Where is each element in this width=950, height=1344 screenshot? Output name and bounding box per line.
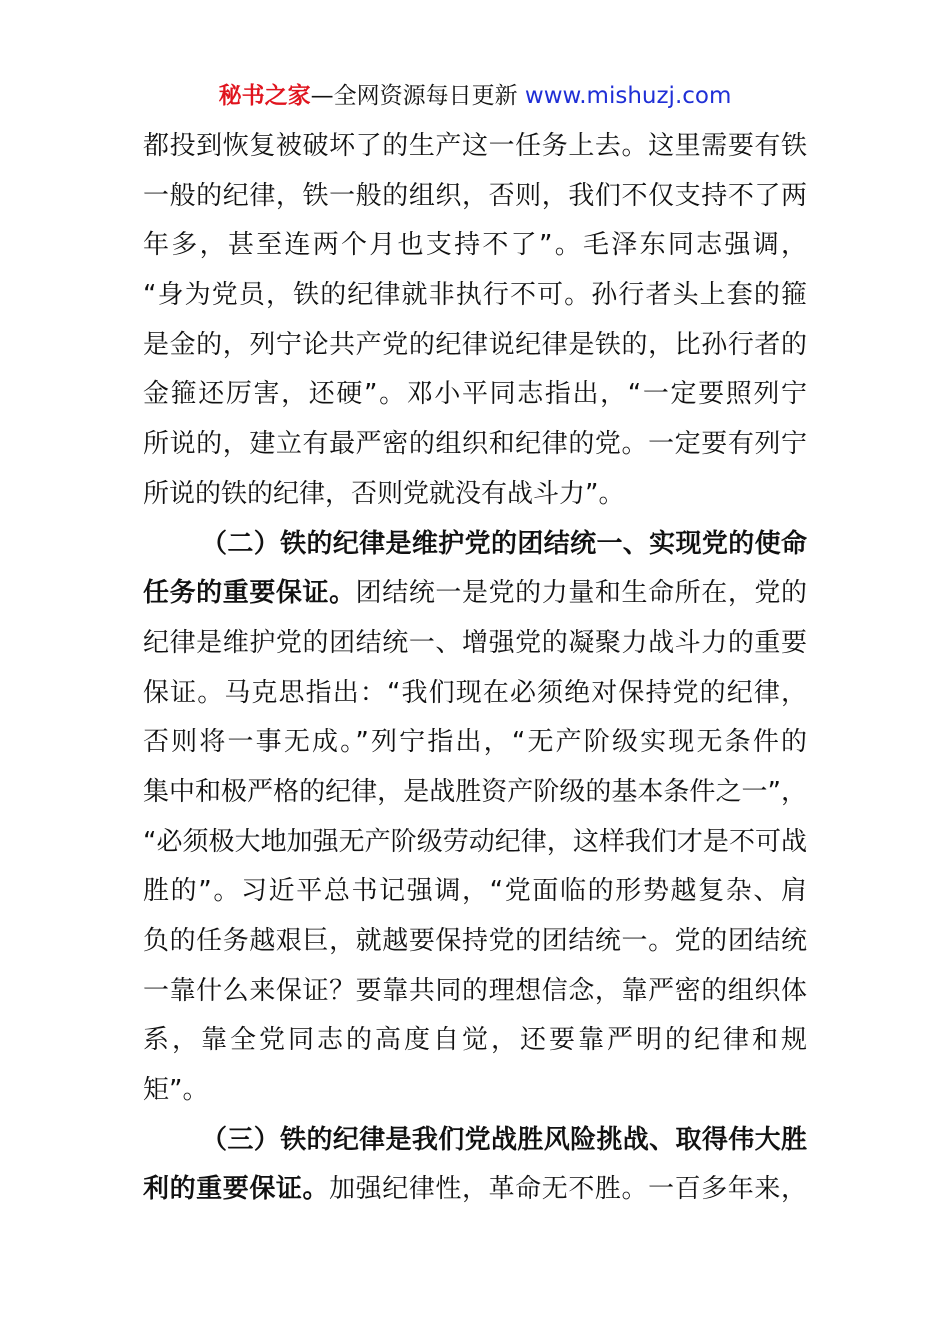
text-line	[143, 569, 807, 619]
line-text: 所说的，建立有最严密的组织和纪律的党。一定要有列宁	[143, 429, 807, 460]
line-text: “必须极大地加强无产阶级劳动纪律，这样我们才是不可战	[143, 826, 807, 857]
text-line	[143, 1066, 807, 1116]
line-text: 负的任务越艰巨，就越要保持党的团结统一。党的团结统	[143, 926, 807, 956]
text-line	[143, 1165, 807, 1215]
text-line	[143, 122, 807, 172]
site-header	[0, 80, 950, 112]
bold-text: 任务的重要保证。	[143, 578, 356, 609]
text-line	[143, 420, 807, 470]
line-text: 团结统一是党的力量和生命所在，党的	[355, 578, 807, 609]
text-line	[143, 1016, 807, 1066]
text-line	[143, 470, 807, 520]
bold-text: 利的重要保证。	[143, 1174, 330, 1205]
text-line	[143, 967, 807, 1017]
text-line	[143, 619, 807, 669]
text-line	[143, 221, 807, 271]
site-url[interactable]: www.mishuzj.com	[524, 83, 732, 109]
text-line	[143, 818, 807, 868]
text-line	[143, 768, 807, 818]
line-text: 集中和极严格的纪律，是战胜资产阶级的基本条件之一”，	[143, 776, 807, 807]
text-line	[143, 867, 807, 917]
text-line	[143, 917, 807, 967]
bold-text: （二）铁的纪律是维护党的团结统一、实现党的使命	[201, 528, 807, 559]
line-text: 金箍还厉害，还硬”。邓小平同志指出，“一定要照列宁	[143, 379, 807, 410]
site-brand: 秘书之家	[218, 83, 311, 109]
text-line	[143, 321, 807, 371]
line-text: 所说的铁的纪律，否则党就没有战斗力”。	[143, 478, 625, 509]
text-line	[143, 718, 807, 768]
text-line	[143, 1116, 807, 1166]
line-text: 加强纪律性，革命无不胜。一百多年来，	[329, 1174, 807, 1205]
bold-text: （三）铁的纪律是我们党战胜风险挑战、取得伟大胜	[201, 1124, 807, 1155]
text-line	[143, 370, 807, 420]
site-tagline: —全网资源每日更新	[310, 83, 525, 109]
line-text: 一般的纪律，铁一般的组织，否则，我们不仅支持不了两	[143, 180, 807, 211]
text-line	[143, 520, 807, 570]
line-text: 年多，甚至连两个月也支持不了”。毛泽东同志强调，	[143, 230, 807, 261]
line-text: 都投到恢复被破坏了的生产这一任务上去。这里需要有铁	[143, 131, 807, 161]
line-text: “身为党员，铁的纪律就非执行不可。孙行者头上套的箍	[143, 280, 807, 311]
text-line	[143, 669, 807, 719]
line-text: 一靠什么来保证？要靠共同的理想信念，靠严密的组织体	[143, 975, 807, 1006]
text-line	[143, 271, 807, 321]
line-text: 系，靠全党同志的高度自觉，还要靠严明的纪律和规	[143, 1025, 807, 1056]
line-text: 是金的，列宁论共产党的纪律说纪律是铁的，比孙行者的	[143, 329, 807, 360]
line-text: 胜的”。习近平总书记强调，“党面临的形势越复杂、肩	[143, 876, 807, 907]
document-body	[143, 122, 807, 1215]
line-text: 保证。马克思指出：“我们现在必须绝对保持党的纪律，	[143, 677, 807, 708]
line-text: 否则将一事无成。”列宁指出，“无产阶级实现无条件的	[143, 727, 807, 758]
text-line	[143, 172, 807, 222]
line-text: 矩”。	[143, 1075, 209, 1106]
line-text: 纪律是维护党的团结统一、增强党的凝聚力战斗力的重要	[143, 627, 807, 658]
